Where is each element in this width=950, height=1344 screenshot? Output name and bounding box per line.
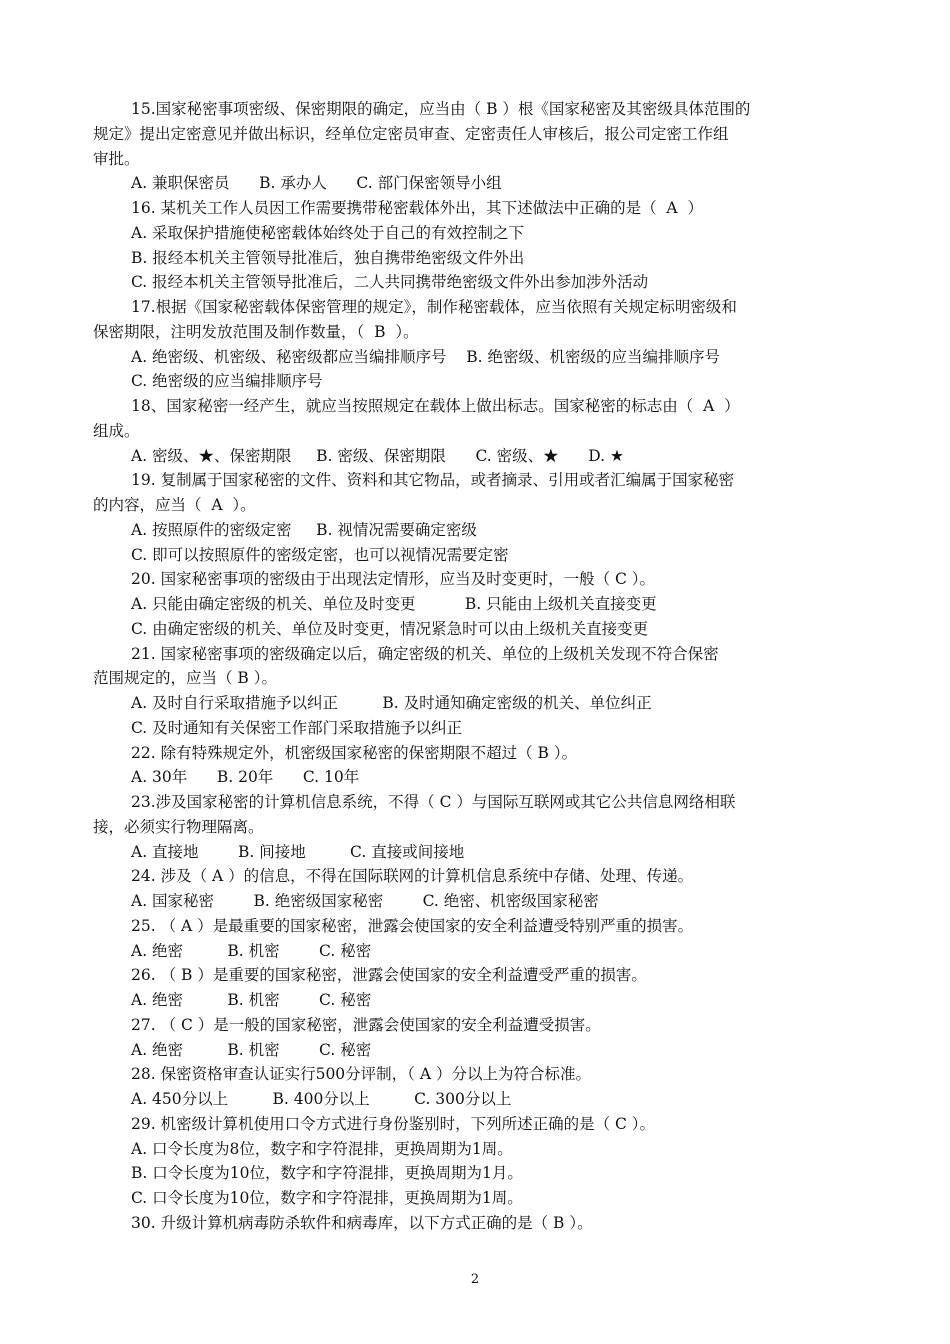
question-continuation-line: 范围规定的，应当（ B ）。 <box>93 669 277 688</box>
question-line: 22. 除有特殊规定外，机密级国家秘密的保密期限不超过（ B ）。 <box>131 743 578 762</box>
question-line: 28. 保密资格审查认证实行500分评制，（ A ）分以上为符合标准。 <box>131 1065 591 1084</box>
answer-options-line: C. 绝密级的应当编排顺序号 <box>131 372 323 391</box>
question-line: 19. 复制属于国家秘密的文件、资料和其它物品，或者摘录、引用或者汇编属于国家秘密 <box>131 471 735 490</box>
question-line: 23.涉及国家秘密的计算机信息系统，不得（ C ）与国际互联网或其它公共信息网络相联 <box>131 793 736 811</box>
answer-options-line: C. 即可以按照原件的密级定密，也可以视情况需要定密 <box>131 545 509 564</box>
question-line: 16. 某机关工作人员因工作需要携带秘密载体外出，其下述做法中正确的是（ A ） <box>131 199 703 217</box>
question-line: 18、国家秘密一经产生，就应当按照规定在载体上做出标志。国家秘密的标志由（ A ） <box>131 397 740 415</box>
answer-options-line: C. 及时通知有关保密工作部门采取措施予以纠正 <box>131 718 463 737</box>
question-line: 27. （ C ）是一般的国家秘密，泄露会使国家的安全利益遭受损害。 <box>131 1015 601 1034</box>
question-line: 24. 涉及（ A ）的信息，不得在国际联网的计算机信息系统中存储、处理、传递。 <box>131 867 694 886</box>
question-continuation-line: 规定》提出定密意见并做出标识，经单位定密员审查、定密责任人审核后，报公司定密工作组 <box>93 124 729 143</box>
answer-options-line: A. 国家秘密 B. 绝密级国家秘密 C. 绝密、机密级国家秘密 <box>131 892 599 910</box>
answer-options-line: A. 直接地 B. 间接地 C. 直接或间接地 <box>131 842 465 861</box>
question-line: 26. （ B ）是重要的国家秘密，泄露会使国家的安全利益遭受严重的损害。 <box>131 966 647 985</box>
page-number: 2 <box>470 1272 480 1287</box>
question-line: 30. 升级计算机病毒防杀软件和病毒库，以下方式正确的是（ B ）。 <box>131 1213 593 1232</box>
question-line: 20. 国家秘密事项的密级由于出现法定情形，应当及时变更时，一般（ C ）。 <box>131 570 656 589</box>
answer-options-line: C. 口令长度为10位，数字和字符混排，更换周期为1周。 <box>131 1189 523 1207</box>
answer-options-line: A. 按照原件的密级定密 B. 视情况需要确定密级 <box>131 520 477 539</box>
answer-options-line: A. 450分以上 B. 400分以上 C. 300分以上 <box>131 1090 512 1108</box>
question-line: 21. 国家秘密事项的密级确定以后，确定密级的机关、单位的上级机关发现不符合保密 <box>131 644 719 663</box>
question-continuation-line: 组成。 <box>93 421 140 440</box>
question-line: 15.国家秘密事项密级、保密期限的确定，应当由（ B ）根《国家秘密及其密级具体范围的 <box>131 100 751 118</box>
answer-options-line: A. 及时自行采取措施予以纠正 B. 及时通知确定密级的机关、单位纠正 <box>131 694 652 712</box>
answer-options-line: A. 绝密 B. 机密 C. 秘密 <box>131 941 372 960</box>
question-continuation-line: 接，必须实行物理隔离。 <box>93 817 264 836</box>
answer-options-line: A. 兼职保密员 B. 承办人 C. 部门保密领导小组 <box>131 174 502 193</box>
answer-options-line: A. 30年 B. 20年 C. 10年 <box>131 768 360 787</box>
answer-options-line: B. 报经本机关主管领导批准后，独自携带绝密级文件外出 <box>131 248 525 267</box>
question-line: 25. （ A ）是最重要的国家秘密，泄露会使国家的安全利益遭受特别严重的损害。 <box>131 916 694 935</box>
question-list <box>93 97 863 1236</box>
answer-options-line: A. 只能由确定密级的机关、单位及时变更 B. 只能由上级机关直接变更 <box>131 595 657 613</box>
answer-options-line: A. 绝密 B. 机密 C. 秘密 <box>131 1040 372 1059</box>
answer-options-line: A. 绝密 B. 机密 C. 秘密 <box>131 991 372 1009</box>
answer-options-line: C. 报经本机关主管领导批准后，二人共同携带绝密级文件外出参加涉外活动 <box>131 273 649 292</box>
question-continuation-line: 的内容，应当（ A ）。 <box>93 496 256 514</box>
answer-options-line: B. 口令长度为10位，数字和字符混排，更换周期为1月。 <box>131 1164 523 1183</box>
answer-options-line: C. 由确定密级的机关、单位及时变更，情况紧急时可以由上级机关直接变更 <box>131 619 649 638</box>
answer-options-line: A. 密级、★、保密期限 B. 密级、保密期限 C. 密级、★ D. ★ <box>131 446 624 465</box>
question-continuation-line: 审批。 <box>93 149 140 168</box>
question-continuation-line: 保密期限，注明发放范围及制作数量，（ B ）。 <box>93 322 419 341</box>
answer-options-line: A. 口令长度为8位，数字和字符混排，更换周期为1周。 <box>131 1139 513 1158</box>
answer-options-line: A. 采取保护措施使秘密载体始终处于自己的有效控制之下 <box>131 223 525 242</box>
question-line: 29. 机密级计算机使用口令方式进行身份鉴别时，下列所述正确的是（ C ）。 <box>131 1114 656 1133</box>
answer-options-line: A. 绝密级、机密级、秘密级都应当编排顺序号 B. 绝密级、机密级的应当编排顺序号 <box>131 347 721 366</box>
question-line: 17.根据《国家秘密载体保密管理的规定》，制作秘密载体，应当依照有关规定标明密级和 <box>131 298 737 316</box>
